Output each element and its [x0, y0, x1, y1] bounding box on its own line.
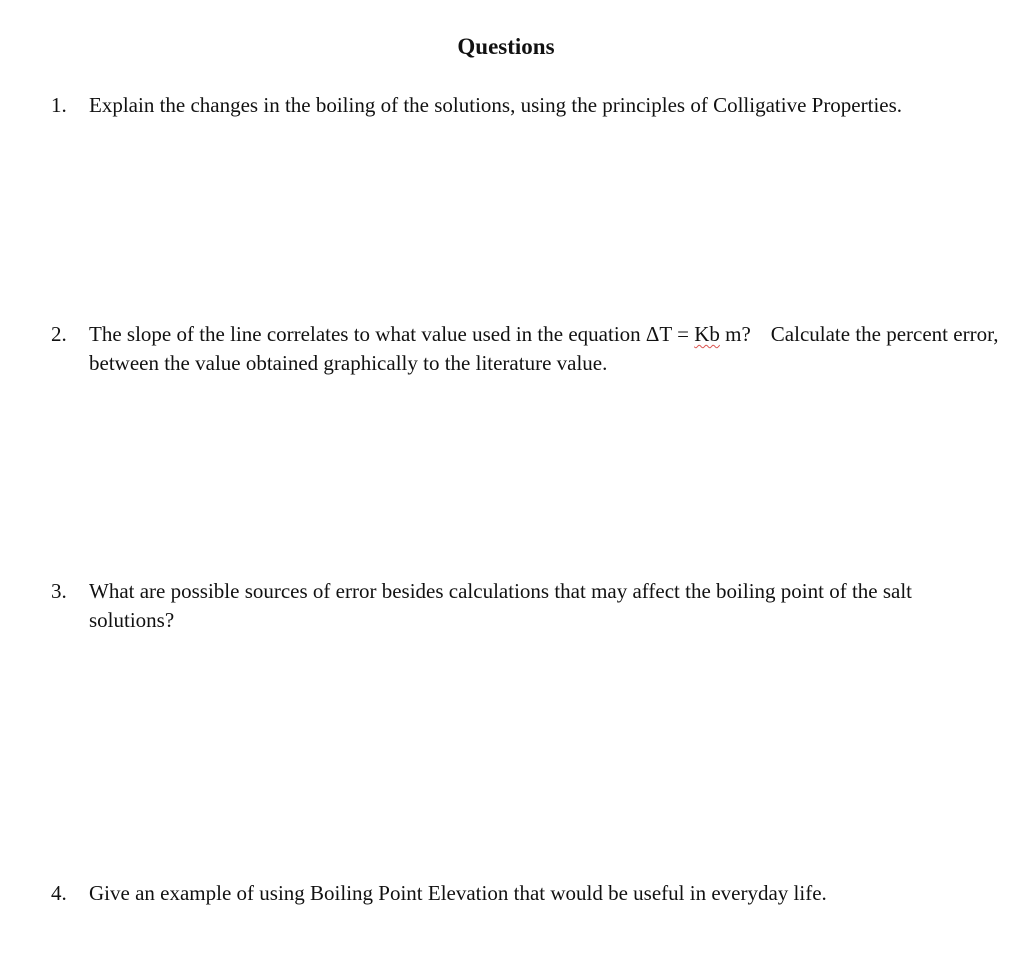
question-text-after-kb: m? — [719, 322, 751, 346]
question-text: What are possible sources of error besides calculations that may affect the boiling point of the salt solutions? — [89, 579, 913, 632]
question-number: 2. — [51, 322, 67, 346]
page-title: Questions — [457, 34, 555, 59]
question-3 — [0, 577, 1024, 635]
question-text-before-equation: The slope of the line correlates to what value used in the equation ΔT = — [89, 322, 695, 346]
question-2 — [0, 320, 1024, 378]
question-text-after-equation: Calculate the percent error, between the value obtained graphically to the literature value. — [89, 322, 999, 375]
question-number: 3. — [51, 579, 67, 603]
question-1 — [0, 91, 1024, 120]
spellcheck-flagged-kb: Kb — [694, 322, 720, 346]
question-number: 4. — [51, 881, 67, 905]
question-text — [89, 320, 1001, 378]
question-text: Give an example of using Boiling Point Elevation that would be useful in everyday life. — [89, 881, 827, 905]
question-text: Explain the changes in the boiling of the solutions, using the principles of Colligative Properties. — [89, 93, 903, 117]
question-number: 1. — [51, 93, 67, 117]
question-4 — [0, 879, 1024, 908]
